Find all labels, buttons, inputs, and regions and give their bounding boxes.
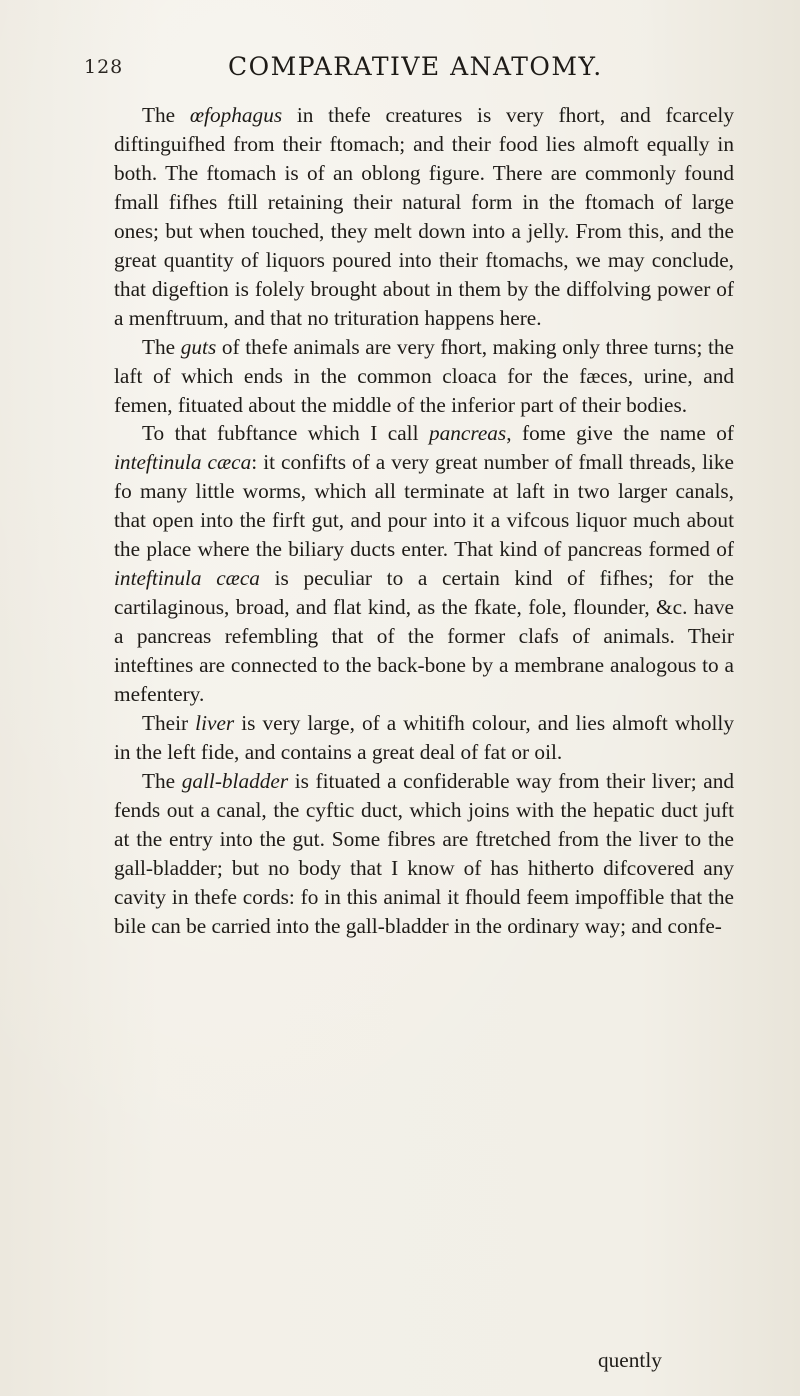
paragraph-text: To that fubftance which I call xyxy=(142,421,429,446)
paragraph-gall-bladder xyxy=(114,767,734,941)
paragraph-liver xyxy=(114,709,734,767)
paragraph-guts xyxy=(114,333,734,420)
anatomical-term: inteftinula cæca xyxy=(114,566,260,591)
running-title: COMPARATIVE ANATOMY. xyxy=(228,52,603,81)
anatomical-term: inteftinula cæca xyxy=(114,450,252,475)
page-number: 128 xyxy=(84,56,124,78)
paragraph-text: is very large, of a whitifh colour, and lies almoft wholly in the left fide, and contains a great deal of fat or oil. xyxy=(114,711,734,764)
paragraph-text: is peculiar to a certain kind of fifhes; for the cartilaginous, broad, and flat kind, as the fkate, fole, flounder, &c. have a pancreas refembling that of the former clafs of animals. Their inteftines are connected to the back-bone by a membrane analogous to a mefentery. xyxy=(114,566,734,707)
anatomical-term: pancreas xyxy=(428,421,507,446)
paragraph-text: Their xyxy=(142,711,196,736)
catchword: quently xyxy=(598,1348,662,1372)
anatomical-term: œfophagus xyxy=(189,103,283,127)
paragraph-text: is fituated a confiderable way from their liver; and fends out a canal, the cyftic duct, which joins with the hepatic duct juft at the entry into the gut. Some fibres are ftretched from the liver to the gall-bladder; but no body that I know of has hitherto difcovered any cavity in thefe cords: fo in this animal it fhould feem impoffible that the bile can be carried into the gall-bladder in the ordinary way; and confe- xyxy=(114,768,734,938)
page-header xyxy=(84,52,744,92)
paragraph-text: of thefe animals are very fhort, making only three turns; the laft of which ends in the common cloaca for the fæces, urine, and femen, fituated about the middle of the inferior part of their bodies. xyxy=(114,334,734,417)
paragraph-text: The xyxy=(142,334,181,359)
paragraph-oesophagus xyxy=(114,101,734,333)
paragraph-text: : it confifts of a very great number of fmall threads, like fo many little worms, which all terminate at laft in two larger canals, that open into the firft gut, and pour into it a vifcous liquor much about the place where the biliary ducts enter. That kind of pancreas formed of xyxy=(114,450,734,562)
paragraph-pancreas xyxy=(114,419,734,709)
paragraph-text: The xyxy=(142,768,182,793)
anatomical-term: liver xyxy=(195,711,235,736)
anatomical-term: guts xyxy=(180,334,217,359)
paragraph-text: , fome give the name of xyxy=(506,421,734,446)
paragraph-text: in thefe creatures is very fhort, and fcarcely diftinguifhed from their ftomach; and their food lies almoft equally in both. The ftomach is of an oblong figure. There are commonly found fmall fifhes ftill retaining their natural form in the ftomach of large ones; but when touched, they melt down into a jelly. From this, and the great quantity of liquors poured into their ftomachs, we may conclude, that digeftion is folely brought about in them by the diffolving power of a menftruum, and that no trituration happens here. xyxy=(114,103,734,330)
paragraph-text: The xyxy=(142,103,190,127)
body-text xyxy=(114,101,734,941)
anatomical-term: gall-bladder xyxy=(181,768,289,793)
